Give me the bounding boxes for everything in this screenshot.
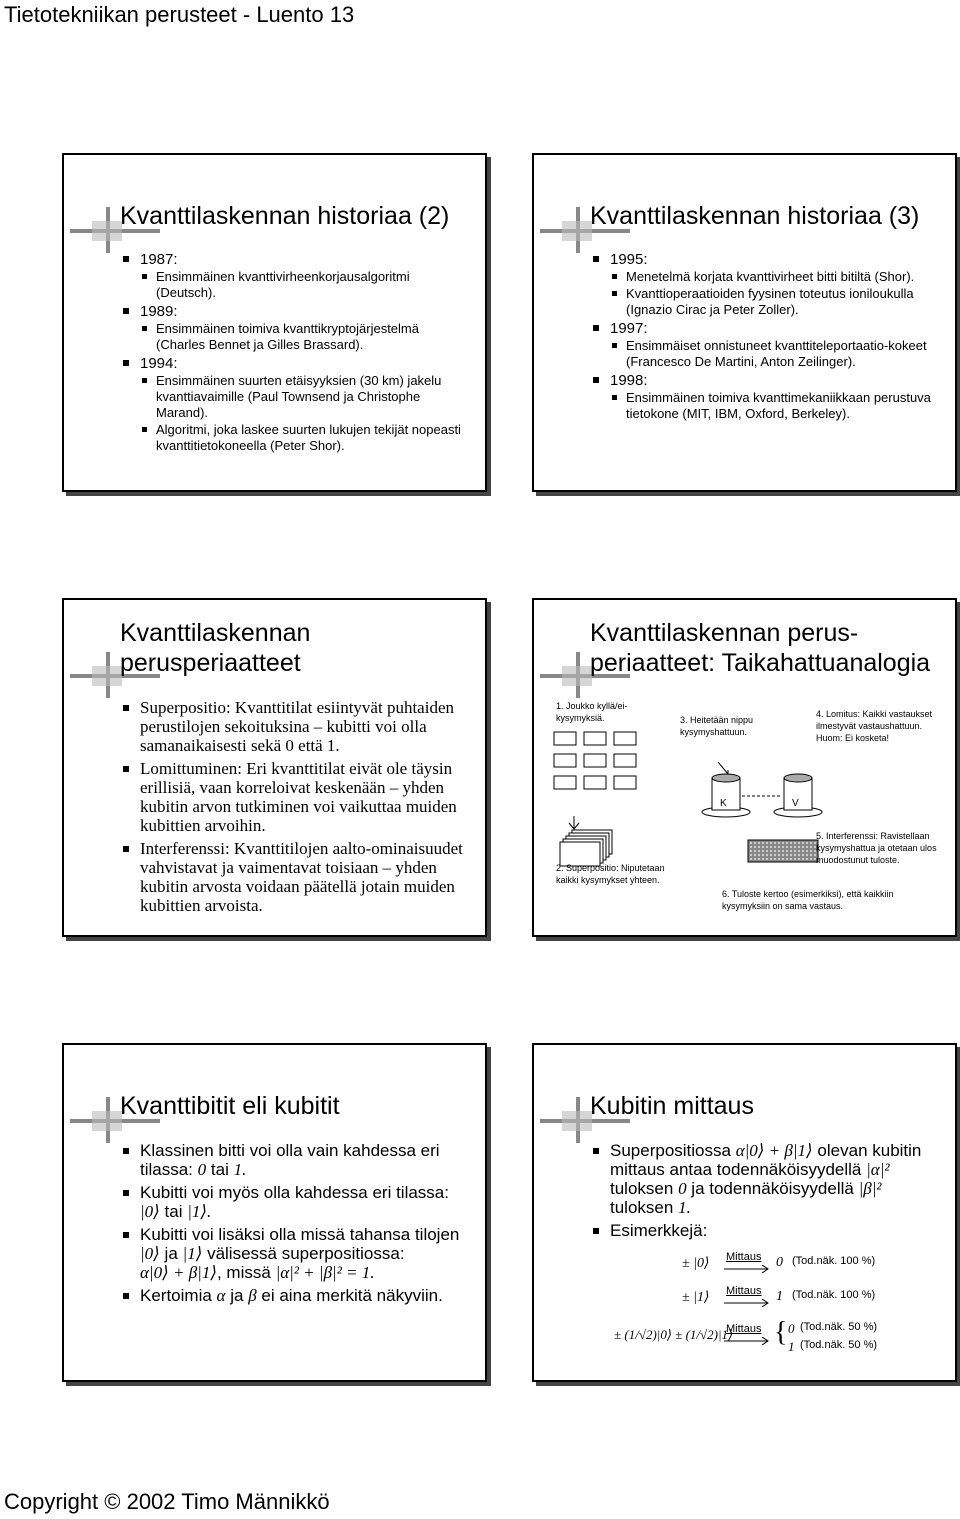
slide-title: Kvanttilaskennan perusperiaatteet xyxy=(120,619,311,677)
bullet: Lomittuminen: Eri kvanttitilat eivät ole täysin erillisiä, vaan korreloivat keskenään – yhden kubitin arvon tutkiminen voi vaikuttaa muiden kubittien arvoihin. xyxy=(120,759,467,835)
slide-measurement xyxy=(532,1043,957,1382)
text: välisessä superpositiossa: xyxy=(207,1244,405,1263)
bullet xyxy=(590,1141,937,1217)
text: , missä xyxy=(216,1263,271,1282)
bullet xyxy=(120,1225,467,1282)
sub-bullet: Ensimmäinen toimiva kvanttikryptojärjestelmä (Charles Bennet ja Gilles Brassard). xyxy=(120,321,467,353)
formula: α xyxy=(216,1286,226,1305)
step-note-6: 6. Tuloste kertoo (esimerkiksi), että kaikkiin kysymyksiin on sama vastaus. xyxy=(722,889,894,911)
arrow-right-icon xyxy=(724,1265,770,1273)
formula: |α|² xyxy=(866,1160,890,1179)
hat-label-v: V xyxy=(792,798,799,809)
page-header: Tietotekniikan perusteet - Luento 13 xyxy=(4,2,355,27)
probability: (Tod.näk. 50 %) xyxy=(800,1321,878,1333)
text: ja xyxy=(164,1244,178,1263)
bullet: Interferenssi: Kvanttitilojen aalto-ominaisuudet vahvistavat ja vaimentavat toisiaan – yhden kubitin arvosta voidaan päätellä jotain muiden kubittien arvoista. xyxy=(120,839,467,915)
hat-label-k: K xyxy=(720,798,727,809)
formula: 0 xyxy=(776,1255,783,1270)
slide-title: Kvanttilaskennan historiaa (2) xyxy=(120,202,450,230)
formula: β xyxy=(248,1286,257,1305)
bullet: 1989: xyxy=(120,303,467,320)
arrow-right-icon xyxy=(724,1299,770,1307)
bullet: Esimerkkejä: xyxy=(590,1221,937,1240)
text: tuloksen xyxy=(610,1179,674,1198)
slide-title: Kvanttilaskennan historiaa (3) xyxy=(590,202,920,230)
arrow-right-icon xyxy=(724,1337,770,1345)
formula: 1 xyxy=(788,1339,795,1354)
bullet: 1997: xyxy=(590,320,937,337)
text: Kertoimia xyxy=(140,1286,212,1305)
bullet xyxy=(120,1183,467,1221)
measurement-examples xyxy=(614,1251,944,1371)
slide-content xyxy=(120,249,467,454)
slide-history-2 xyxy=(62,153,487,492)
sub-bullet: Ensimmäinen suurten etäisyyksien (30 km) jakelu kvanttiavaimille (Paul Townsend ja Christophe Marand). xyxy=(120,373,467,421)
slide-magic-hat xyxy=(532,598,957,937)
text: olevan kubitin mittaus antaa todennäköisyydellä xyxy=(610,1141,922,1179)
text: ja todennäköisyydellä xyxy=(691,1179,854,1198)
formula: |1⟩. xyxy=(187,1202,212,1221)
formula: 1. xyxy=(233,1160,247,1179)
question-cards-icon xyxy=(552,730,662,810)
step-note-1: 1. Joukko kyllä/ei-kysymyksiä. xyxy=(556,701,628,723)
bullet: 1987: xyxy=(120,251,467,268)
text: ei aina merkitä näkyviin. xyxy=(261,1286,443,1305)
bullet: 1995: xyxy=(590,251,937,268)
formula: 0 xyxy=(197,1160,207,1179)
formula: α|0⟩ + β|1⟩ xyxy=(735,1141,813,1160)
slide-title: Kvanttibitit eli kubitit xyxy=(120,1092,340,1120)
text: Klassinen bitti voi olla vain kahdessa eri tilassa: xyxy=(140,1141,440,1179)
formula: |α|² + |β|² = 1. xyxy=(275,1263,375,1282)
slide-content xyxy=(590,1137,937,1240)
bullet xyxy=(120,1141,467,1179)
formula: 0 xyxy=(678,1179,687,1198)
formula: ± (1/√2)|0⟩ ± (1/√2)|1⟩ xyxy=(614,1327,734,1342)
slide-content xyxy=(120,1137,467,1305)
measure-label: Mittaus xyxy=(726,1251,762,1263)
formula: |β|² xyxy=(858,1179,882,1198)
bullet: Superpositio: Kvanttitilat esiintyvät puhtaiden perustilojen sekoituksina – kubitti voi olla samanaikaisesti sekä 0 että 1. xyxy=(120,698,467,755)
bullet: 1998: xyxy=(590,372,937,389)
hats-icon xyxy=(698,760,838,820)
probability: (Tod.näk. 100 %) xyxy=(792,1289,876,1301)
formula: |1⟩ xyxy=(182,1244,203,1263)
formula: 1 xyxy=(776,1289,783,1304)
printout-icon xyxy=(746,838,826,868)
sub-bullet: Ensimmäinen toimiva kvanttimekaniikkaan perustuva tietokone (MIT, IBM, Oxford, Berkeley). xyxy=(590,390,937,422)
slide-content xyxy=(590,249,937,422)
text: tai xyxy=(164,1202,183,1221)
brace: { xyxy=(774,1317,788,1348)
text: Kubitti voi lisäksi olla missä tahansa tilojen xyxy=(140,1225,460,1244)
formula: ± |0⟩ xyxy=(682,1256,710,1271)
bullet: 1994: xyxy=(120,355,467,372)
slide-principles xyxy=(62,598,487,937)
text: tai xyxy=(210,1160,229,1179)
bullet xyxy=(120,1286,467,1305)
sub-bullet: Algoritmi, joka laskee suurten lukujen tekijät nopeasti kvanttitietokoneella (Peter Shor). xyxy=(120,422,467,454)
slide-title: Kubitin mittaus xyxy=(590,1092,754,1120)
formula: 0 xyxy=(788,1321,795,1336)
sub-bullet: Ensimmäinen kvanttivirheenkorjausalgoritmi (Deutsch). xyxy=(120,269,467,301)
measure-label: Mittaus xyxy=(726,1323,762,1335)
step-note-2: 2. Superpositio: Niputetaan kaikki kysymykset yhteen. xyxy=(556,863,665,885)
probability: (Tod.näk. 50 %) xyxy=(800,1339,878,1351)
sub-bullet: Ensimmäiset onnistuneet kvanttiteleportaatio-kokeet (Francesco De Martini, Anton Zeilinger). xyxy=(590,338,937,370)
slide-history-3 xyxy=(532,153,957,492)
slide-title: Kvanttilaskennan perus- periaatteet: Taikahattuanalogia xyxy=(590,619,931,677)
sub-bullet: Menetelmä korjata kvanttivirheet bitti bitiltä (Shor). xyxy=(590,269,937,285)
step-note-5: 5. Interferenssi: Ravistellaan kysymyshattua ja otetaan ulos muodostunut tuloste. xyxy=(816,831,937,865)
probability: (Tod.näk. 100 %) xyxy=(792,1255,876,1267)
text: Kubitti voi myös olla kahdessa eri tilassa: xyxy=(140,1183,449,1202)
text: Superpositiossa xyxy=(610,1141,731,1160)
formula: α|0⟩ + β|1⟩ xyxy=(140,1263,217,1282)
measure-label: Mittaus xyxy=(726,1285,762,1297)
sub-bullet: Kvanttioperaatioiden fyysinen toteutus ioniloukulla (Ignazio Cirac ja Peter Zoller). xyxy=(590,286,937,318)
slide-content xyxy=(120,694,467,915)
text: tuloksen xyxy=(610,1198,674,1217)
formula: 1. xyxy=(678,1198,691,1217)
formula: |0⟩ xyxy=(140,1244,160,1263)
slide-qubits xyxy=(62,1043,487,1382)
formula: ± |1⟩ xyxy=(682,1290,710,1305)
step-note-4: 4. Lomitus: Kaikki vastaukset ilmestyvät vastaushattuun. Huom: Ei kosketa! xyxy=(816,709,933,743)
step-note-3: 3. Heitetään nippu kysymyshattuun. xyxy=(680,715,754,737)
text: ja xyxy=(230,1286,244,1305)
formula: |0⟩ xyxy=(140,1202,160,1221)
page-footer: Copyright © 2002 Timo Männikkö xyxy=(4,1489,330,1514)
